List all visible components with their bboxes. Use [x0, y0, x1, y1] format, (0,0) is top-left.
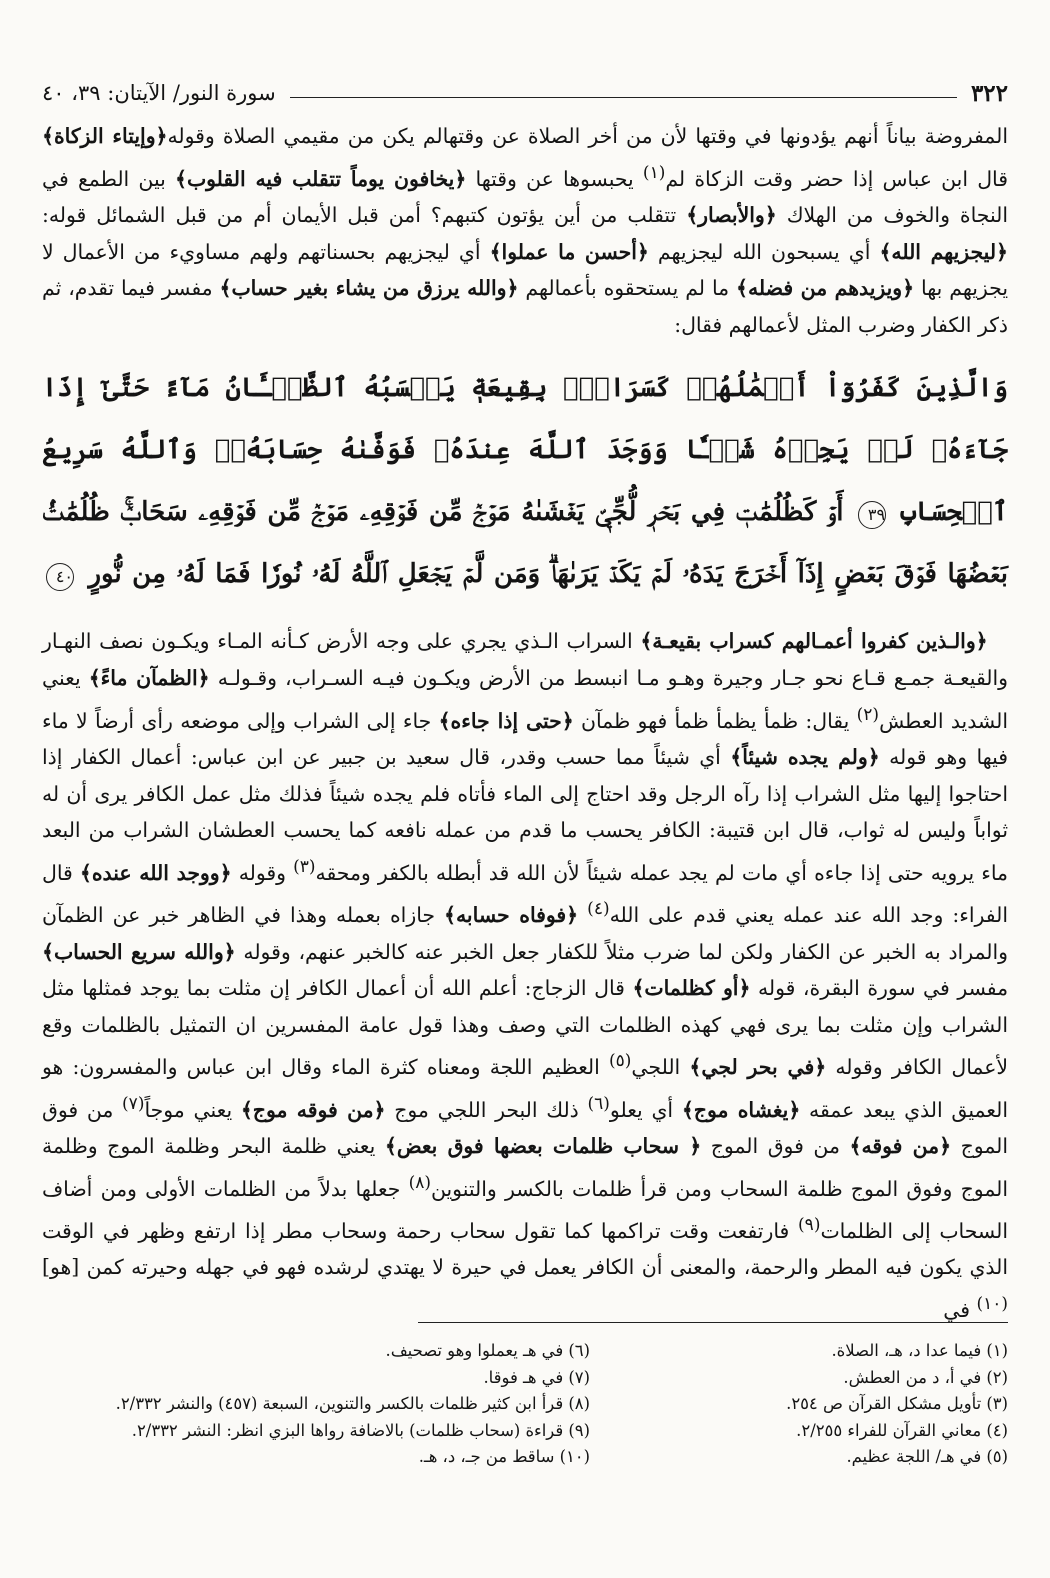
- text-run: جعلها بدلاً من الظلمات الأولى ومن أضاف السحاب إلى الظلمات: [42, 1176, 1008, 1243]
- footnote: (٥) في هـ/ اللجة عظيم.: [846, 1447, 1008, 1466]
- text-run: قال الزجاج: أعلم الله أن أعمال الكافر إن مثلت بما يوجد فمثلها مثل الشراب وإن مثلت بما يرى فهي كهذه الظلمات التي وصف وهذا قول عامة المفسرين ان التمثيل بالظلمات وقع لأعمال الكافر وقوله: [42, 976, 1008, 1080]
- quoted-phrase: ﴿يغشاه موج﴾: [681, 1097, 801, 1122]
- quoted-phrase: ﴿أحسن ما عملوا﴾: [489, 239, 649, 264]
- footnote: (٢) في أ، د من العطش.: [843, 1367, 1008, 1387]
- text-run: مفسر فيما تقدم، ثم ذكر الكفار وضرب المثل لأعمالهم فقال:: [42, 276, 1008, 337]
- text-run: أي يعلو: [609, 1097, 682, 1122]
- quoted-phrase: ﴿فوفاه حسابه﴾: [444, 902, 579, 927]
- footnote-separator: [418, 1322, 1008, 1323]
- verse-text: أَوۡ كَظُلُمَٰتٖ فِي بَحۡرٖ لُّجِّيّٖ يَغۡشَىٰهُ مَوۡجٞ مِّن فَوۡقِهِۦ مَوۡجٞ مِّن فَوۡقِهِۦ سَحَابٞۚ ظُلُمَٰتُۢ بَعۡضُهَا فَوۡقَ بَعۡضٍ إِذَآ أَخۡرَجَ يَدَهُۥ لَمۡ يَكَدۡ يَرَىٰهَاۗ وَمَن لَّمۡ يَجۡعَلِ ٱللَّهُ لَهُۥ نُورٗا فَمَا لَهُۥ مِن نُّورٍ: [42, 497, 1008, 590]
- text-run: ما لم يستحقوه بأعمالهم: [518, 276, 737, 301]
- quran-verses: [42, 357, 1008, 605]
- footnote: (٦) في هـ يعملوا وهو تصحيف.: [385, 1341, 590, 1360]
- quoted-phrase: ﴿الظمآن ماءً﴾: [88, 665, 210, 690]
- page-header: [42, 76, 1008, 110]
- text-run: اللجي: [631, 1055, 690, 1080]
- text-run: يعني ظلمة البحر وظلمة الموج وظلمة الموج وفوق الموج ظلمة السحاب ومن قرأ ظلمات بالكسر والتنوين: [42, 1134, 1008, 1201]
- footnote: (٣) تأويل مشكل القرآن ص ٢٥٤.: [786, 1394, 1008, 1413]
- text-run: أي يسبحون الله ليجزيهم: [648, 239, 880, 264]
- footnote-ref: (١٠): [976, 1294, 1008, 1315]
- quoted-phrase: ﴿ويزيدهم من فضله﴾: [736, 276, 915, 301]
- text-run: من فوق الموج: [701, 1134, 850, 1159]
- text-run: يحبسوها عن وقتها: [466, 166, 643, 191]
- verse-number-marker: ٣٩: [858, 501, 886, 529]
- footnote-ref: (٤): [587, 899, 610, 920]
- quoted-phrase: ﴿ولم يجده شيئاً﴾: [730, 744, 880, 769]
- quoted-phrase: ﴿والله سريع الحساب﴾: [42, 939, 236, 964]
- verse-text: وَالَّذِينَ كَفَرُوٓاْ أَعۡمَٰلُهُمۡ كَسَرَابِۭ بِقِيعَةٖ يَحۡسَبُهُ ٱلظَّمۡـَٔانُ مَآءً حَتَّىٰٓ إِذَا جَآءَهُۥ لَمۡ يَجِدۡهُ شَيۡـٔٗا وَوَجَدَ ٱللَّهَ عِندَهُۥ فَوَفَّىٰهُ حِسَابَهُۥۗ وَٱللَّهُ سَرِيعُ ٱلۡحِسَابِ: [42, 373, 1009, 528]
- text-run: وقوله: [231, 860, 294, 885]
- footnote-ref: (١): [642, 162, 666, 183]
- quoted-phrase: ﴿والله يرزق من يشاء بغير حساب﴾: [219, 276, 519, 301]
- footnote-ref: (٢): [856, 704, 880, 725]
- footnote: (٤) معاني القرآن للفراء ٢/٢٥٥.: [796, 1420, 1008, 1440]
- quoted-phrase: ﴿ووجد الله عنده﴾: [79, 860, 232, 885]
- footnote-ref: (٦): [587, 1093, 610, 1114]
- text-run: أي ليجزيهم بحسناتهم ولهم مساويء من الأعمال لا يجزيهم بها: [42, 239, 1009, 301]
- text-run: يعني الشديد العطش: [42, 665, 1008, 733]
- header-rule: [290, 97, 957, 98]
- text-run: يقال: ظمأ يظمأ ظمأ فهو ظمآن: [573, 708, 857, 733]
- text-run: تتقلب من أين يؤتون كتبهم؟ أمن قبل الأيمان أم من قبل الشمائل قوله:: [42, 202, 687, 227]
- text-run: بين الطمع في النجاة والخوف من الهلاك: [42, 166, 1008, 227]
- quoted-phrase: ﴿من فوقه﴾: [849, 1134, 952, 1159]
- paragraph-commentary: [42, 623, 1008, 1328]
- text-run: [578, 903, 587, 927]
- quoted-phrase: ﴿من فوقه موج﴾: [240, 1097, 386, 1122]
- quoted-phrase: ﴿يخافون يوماً تتقلب فيه القلوب﴾: [175, 166, 467, 191]
- footnote: (١) فيما عدا د، هـ، الصلاة.: [831, 1341, 1008, 1360]
- footnote: (٩) قراءة (سحاب ظلمات) بالاضافة رواها البزي انظر: النشر ٢/٣٣٢.: [131, 1420, 590, 1440]
- quoted-phrase: ﴿وإيتاء الزكاة﴾: [42, 124, 168, 148]
- verse-number-marker: ٤٠: [46, 563, 74, 591]
- quoted-phrase: ﴿في بحر لجي﴾: [689, 1055, 827, 1080]
- quoted-phrase: ﴿والأبصار﴾: [686, 202, 777, 227]
- footnote: (٧) في هـ فوقا.: [483, 1367, 590, 1387]
- quoted-phrase: ﴿ليجزيهم الله﴾: [879, 239, 1008, 264]
- text-run: في: [943, 1297, 977, 1322]
- text-run: العظيم اللجة ومعناه كثرة الماء وقال ابن عباس والمفسرون: هو العميق الذي يبعد عمقه: [42, 1055, 1009, 1122]
- quoted-phrase: ﴿أو كظلمات﴾: [632, 976, 751, 1001]
- surah-title: سورة النور/ الآيتان: ٣٩، ٤٠: [42, 81, 276, 105]
- footnote-ref: (٥): [608, 1051, 632, 1072]
- text-run: المفروضة بياناً أنهم يؤدونها في وقتها لأن من أخر الصلاة عن وقتهالم يكن من مقيمي الصلاة وقوله: [167, 124, 1008, 148]
- text-run: السراب الـذي يجري على وجه الأرض كـأنه المـاء ويكـون نصف النهـار والقيعـة جمـع قـاع نحو جـار وجيرة وهـو مـا انبسط من الأرض ويكـون فيـه السـراب، وقـولـه: [42, 629, 1008, 690]
- page-number: ٣٢٢: [970, 79, 1008, 107]
- text-run: قال ابن عباس إذا حضر وقت الزكاة لم: [665, 166, 1009, 191]
- footnote: (٨) قرأ ابن كثير ظلمات بالكسر والتنوين، السبعة (٤٥٧) والنشر ٢/٣٣٢.: [115, 1394, 590, 1413]
- footnote-ref: (٧): [122, 1093, 145, 1114]
- footnote-ref: (٣): [293, 856, 316, 877]
- text-run: فارتفعت وقت تراكمها كما تقول سحاب رحمة وسحاب مطر إذا ارتفع وظهر في الوقت الذي يكون فيه المطر والرحمة، والمعنى أن الكافر يعمل في حيرة لا يهتدي لرشده فهو في جهله وحيرته كمن [هو]: [42, 1218, 1008, 1280]
- footnotes-column-left: [42, 1338, 630, 1471]
- quoted-phrase: ﴿ سحاب ظلمات بعضها فوق بعض﴾: [384, 1134, 702, 1159]
- footnote-ref: (٩): [798, 1215, 821, 1236]
- paragraph-intro: [42, 118, 1008, 343]
- quoted-phrase: ﴿حتى إذا جاءه﴾: [438, 708, 574, 733]
- text-run: أي شيئاً مما حسب وقدر، قال سعيد بن جبير عن ابن عباس: أعمال الكفار إذا احتاجوا إليها مثل الشراب إذا رآه الرجل وقد احتاج إلى الماء فأتاه فلم يجده شيئاً فذلك مثل عمل الكافر يرى أن له ثواباً وليس له ثواب، قال ابن قتيبة: الكافر يحسب ما قدم من عمله نافعه كما يحسب العطشان الشراب من البعد ماء يرويه حتى إذا جاءه أي مات لم يجد عمله شيئاً لأن الله قد أبطله بالكفر ومحقه: [42, 744, 1008, 885]
- text-run: جاء إلى الشراب وإلى موضعه رأى أرضاً لا ماء فيها وهو قوله: [42, 708, 1008, 769]
- footnotes-column-right: [630, 1338, 1008, 1471]
- quoted-phrase: ﴿والـذين كفروا أعمـالهم كسراب بقيعـة﴾: [640, 629, 988, 654]
- text-run: يعني موجاً: [144, 1097, 241, 1122]
- text-run: جازاه بعمله وهذا في الظاهر خبر عن الظمآن والمراد به الخبر عن الكفار ولكن لما ضرب مثلاً للكفار جعل الخبر عنه كالخبر عنهم، وقوله: [42, 902, 1008, 964]
- text-run: قال الفراء: وجد الله عند عمله يعني قدم على الله: [42, 860, 1008, 927]
- text-run: ذلك البحر اللجي موج: [385, 1097, 588, 1122]
- footnote: (١٠) ساقط من جـ، د، هـ.: [418, 1447, 590, 1466]
- footnotes: [42, 1338, 1008, 1471]
- footnote-ref: (٨): [408, 1172, 431, 1193]
- text-run: مفسر في سورة البقرة، قوله: [750, 976, 1008, 1001]
- text-run: من فوق الموج: [42, 1097, 1008, 1159]
